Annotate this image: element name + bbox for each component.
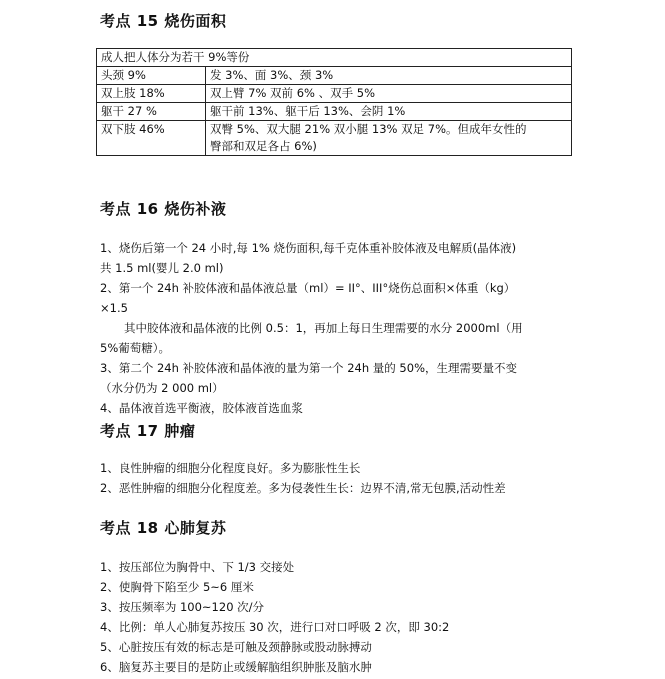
list-item: ×1.5: [100, 301, 128, 315]
heading-cpr: 考点 18 心肺复苏: [100, 519, 227, 537]
body-part-cell: 双下肢 46%: [97, 121, 206, 156]
burn-fluid-list: [100, 238, 570, 418]
list-item: 2、使胸骨下陷至少 5~6 厘米: [100, 580, 254, 594]
list-item: 2、第一个 24h 补胶体液和晶体液总量（ml）= II°、III°烧伤总面积×体重（kg）: [100, 281, 516, 295]
list-item: （水分仍为 2 000 ml）: [100, 381, 224, 395]
heading-burn-area: 考点 15 烧伤面积: [100, 12, 227, 30]
detail-line: 双臀 5%、双大腿 21% 双小腿 13% 双足 7%。但成年女性的: [210, 122, 527, 136]
body-part-cell: 头颈 9%: [97, 67, 206, 85]
cpr-list: [100, 557, 570, 677]
tumor-list: [100, 458, 570, 498]
percentage-detail-cell: [206, 85, 572, 103]
detail-line: 躯干前 13%、躯干后 13%、会阴 1%: [210, 104, 406, 118]
table-row: [97, 85, 572, 103]
list-item: 1、烧伤后第一个 24 小时,每 1% 烧伤面积,每千克体重补胶体液及电解质(晶体液): [100, 241, 517, 255]
table-header-row: [97, 49, 572, 67]
detail-line: 发 3%、面 3%、颈 3%: [210, 68, 334, 82]
body-part-cell: 躯干 27 %: [97, 103, 206, 121]
list-item: 共 1.5 ml(婴儿 2.0 ml): [100, 261, 224, 275]
list-item: 其中胶体液和晶体液的比例 0.5：1，再加上每日生理需要的水分 2000ml（用: [124, 321, 523, 335]
percentage-detail-cell: [206, 121, 572, 156]
heading-burn-fluid: 考点 16 烧伤补液: [100, 200, 227, 218]
list-item: 3、按压频率为 100~120 次/分: [100, 600, 265, 614]
list-item: 1、按压部位为胸骨中、下 1/3 交接处: [100, 560, 295, 574]
heading-tumor: 考点 17 肿瘤: [100, 422, 196, 440]
table-row: [97, 103, 572, 121]
list-item: 3、第二个 24h 补胶体液和晶体液的量为第一个 24h 量的 50%，生理需要量不变: [100, 361, 517, 375]
table-row: [97, 121, 572, 156]
detail-line: 臀部和双足各占 6%): [210, 139, 317, 153]
percentage-detail-cell: [206, 103, 572, 121]
list-item: 2、恶性肿瘤的细胞分化程度差。多为侵袭性生长：边界不清,常无包膜,活动性差: [100, 481, 506, 495]
list-item: 1、良性肿瘤的细胞分化程度良好。多为膨胀性生长: [100, 461, 361, 475]
list-item: 4、比例：单人心肺复苏按压 30 次，进行口对口呼吸 2 次，即 30:2: [100, 620, 450, 634]
list-item: 5、心脏按压有效的标志是可触及颈静脉或股动脉搏动: [100, 640, 372, 654]
list-item: 4、晶体液首选平衡液，胶体液首选血浆: [100, 401, 303, 415]
table-row: [97, 67, 572, 85]
percentage-detail-cell: [206, 67, 572, 85]
burn-area-table: [96, 48, 572, 156]
list-item: 5%葡萄糖）。: [100, 341, 170, 355]
body-part-cell: 双上肢 18%: [97, 85, 206, 103]
detail-line: 双上臂 7% 双前 6% 、双手 5%: [210, 86, 376, 100]
table-header-cell: 成人把人体分为若干 9%等份: [97, 49, 572, 67]
list-item: 6、脑复苏主要目的是防止或缓解脑组织肿胀及脑水肿: [100, 660, 372, 674]
